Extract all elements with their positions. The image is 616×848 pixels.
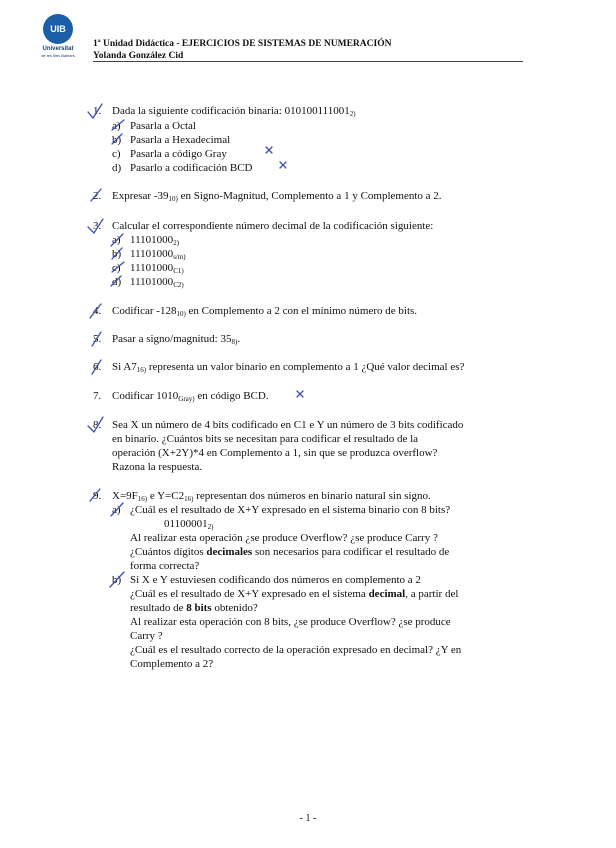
q4-pre: Codificar -128 (112, 305, 177, 317)
q9b-l3-pre: resultado de (130, 602, 187, 614)
q3c-letter: c) (112, 262, 121, 274)
q8-line-1: Sea X un número de 4 bits codificado en C1 e Y un número de 3 bits codificado (112, 419, 464, 431)
q9-y: e Y=C2 (147, 490, 185, 502)
logo-initials: UIB (50, 24, 66, 34)
tick-q1 (88, 104, 102, 118)
q8-number: 8. (93, 419, 102, 431)
q7-number: 7. (93, 390, 102, 402)
q7-pre: Codificar 1010 (112, 390, 179, 402)
q9a-l4-pre: ¿Cuántos dígitos (130, 546, 207, 558)
q1d-text: Pasarlo a codificación BCD (130, 162, 253, 174)
q9b-line-4: Al realizar esta operación con 8 bits, ¿se produce Overflow? ¿se produce (130, 616, 451, 628)
q2-post: en Signo-Magnitud, Complemento a 1 y Complemento a 2. (177, 190, 442, 202)
q7-post: en código BCD. (194, 390, 269, 402)
q2-base: 10) (168, 195, 178, 203)
q9a-line-3: Al realizar esta operación ¿se produce Overflow? ¿se produce Carry ? (130, 532, 438, 544)
tick-q6 (92, 360, 101, 374)
cross-q7 (297, 391, 303, 397)
page-number: - 1 - (299, 813, 317, 824)
q9b-line-6: ¿Cuál es el resultado correcto de la operación expresado en decimal? ¿Y en (130, 644, 462, 656)
q1c-text: Pasarla a código Gray (130, 148, 227, 160)
q1-stem: Dada la siguiente codificación binaria: 010100111001 (112, 105, 350, 117)
q3a-value: 11101000 (130, 234, 174, 246)
q8-line-3: operación (X+2Y)*4 en Complemento a 1, sin que se produzca overflow? (112, 447, 438, 459)
q9a-l4-post: son necesarios para codificar el resultado de (252, 546, 450, 558)
q5-base: 8) (231, 338, 238, 346)
q9a-letter: a) (112, 504, 121, 516)
tick-q3a (111, 234, 123, 246)
q9a-line-1: ¿Cuál es el resultado de X+Y expresado en el sistema binario con 8 bits? (130, 504, 451, 516)
q3d-letter: d) (112, 276, 122, 288)
q1c-letter: c) (112, 148, 121, 160)
q1d-letter: d) (112, 162, 122, 174)
q1b-letter: b) (112, 134, 122, 146)
q9b-l2-pre: ¿Cuál es el resultado de X+Y expresado en el sistema (130, 588, 369, 600)
q9-rest: representan dos números en binario natural sin signo. (193, 490, 431, 502)
tick-q3d (111, 276, 121, 286)
cross-q1d (280, 162, 286, 168)
q1-number: 1. (93, 105, 102, 117)
header-unit: 1ª Unidad Didáctica - (93, 39, 180, 49)
tick-q4 (90, 304, 101, 318)
q9b-letter: b) (112, 574, 122, 586)
tick-q3c (112, 262, 124, 272)
tick-q5 (92, 332, 101, 346)
cross-q1c (266, 147, 272, 153)
q3b-letter: b) (112, 248, 122, 260)
q2-pre: Expresar -39 (112, 190, 169, 202)
q3b-value: 11101000 (130, 248, 174, 260)
q2-number: 2. (93, 190, 102, 202)
q3c-base: C1) (173, 267, 184, 275)
q5-pre: Pasar a signo/magnitud: 35 (112, 333, 232, 345)
q9-number: 9. (93, 490, 102, 502)
q5-post: . (237, 333, 241, 345)
q8-line-4: Razona la respuesta. (112, 461, 203, 473)
q4-post: en Complemento a 2 con el mínimo número de bits. (185, 305, 418, 317)
q1a-text: Pasarla a Octal (130, 120, 196, 132)
header-author: Yolanda González Cid (93, 51, 184, 61)
q3-text: Calcular el correspondiente número decimal de la codificación siguiente: (112, 220, 434, 232)
q3c-value: 11101000 (130, 262, 174, 274)
q3d-base: C2) (173, 281, 184, 289)
tick-q8 (88, 417, 103, 432)
q9b-l2-post: , a partir del (405, 588, 459, 600)
q9a-answer-value: 01100001 (164, 518, 208, 530)
q9b-line-7: Complemento a 2? (130, 658, 214, 670)
q3b-base: s/m) (173, 253, 186, 261)
tick-q9a (111, 503, 123, 516)
q9-y-base: 16) (184, 495, 194, 503)
q5-number: 5. (93, 333, 102, 345)
q9a-line-5: forma correcta? (130, 560, 200, 572)
logo-sub: de les Illes Balears (41, 53, 75, 58)
tick-q3b (112, 248, 122, 259)
tick-q9b (110, 572, 124, 587)
logo-name: Universitat (42, 46, 74, 52)
q9a-l4-bold: decimales (206, 546, 253, 558)
tick-q3 (88, 219, 103, 233)
q6-base: 16) (136, 366, 147, 374)
q4-number: 4. (93, 305, 102, 317)
q3d-value: 11101000 (130, 276, 174, 288)
tick-q2 (91, 189, 101, 201)
q7-base: Gray) (178, 395, 195, 403)
header-title: EJERCICIOS DE SISTEMAS DE NUMERACIÓN (179, 39, 392, 49)
q3-number: 3. (93, 220, 102, 232)
q9-x-base: 16) (137, 495, 148, 503)
q9b-line-5: Carry ? (130, 630, 163, 642)
q9b-line-1: Si X e Y estuviesen codificando dos números en complemento a 2 (130, 574, 421, 586)
q9b-l2-bold: decimal (368, 588, 406, 600)
q6-pre: Si A7 (112, 361, 137, 373)
q9b-l3-bold: 8 bits (186, 602, 212, 614)
q6-post: representa un valor binario en complemento a 1 ¿Qué valor decimal es? (146, 361, 465, 373)
tick-q9 (90, 489, 100, 501)
q3a-letter: a) (112, 234, 121, 246)
tick-q1a (112, 120, 124, 130)
q9b-l3-post: obtenido? (211, 602, 258, 614)
q8-line-2: en binario. ¿Cuántos bits se necesitan para codificar el resultado de la (112, 433, 419, 445)
q6-number: 6. (93, 361, 102, 373)
q1a-letter: a) (112, 120, 121, 132)
tick-q1b (112, 134, 122, 144)
q1b-text: Pasarla a Hexadecimal (130, 134, 231, 146)
q1-base: 2) (349, 110, 356, 118)
q4-base: 10) (176, 310, 186, 318)
q9-x: X=9F (112, 490, 138, 502)
q3a-base: 2) (173, 239, 180, 247)
q9a-answer-base: 2) (207, 523, 214, 531)
